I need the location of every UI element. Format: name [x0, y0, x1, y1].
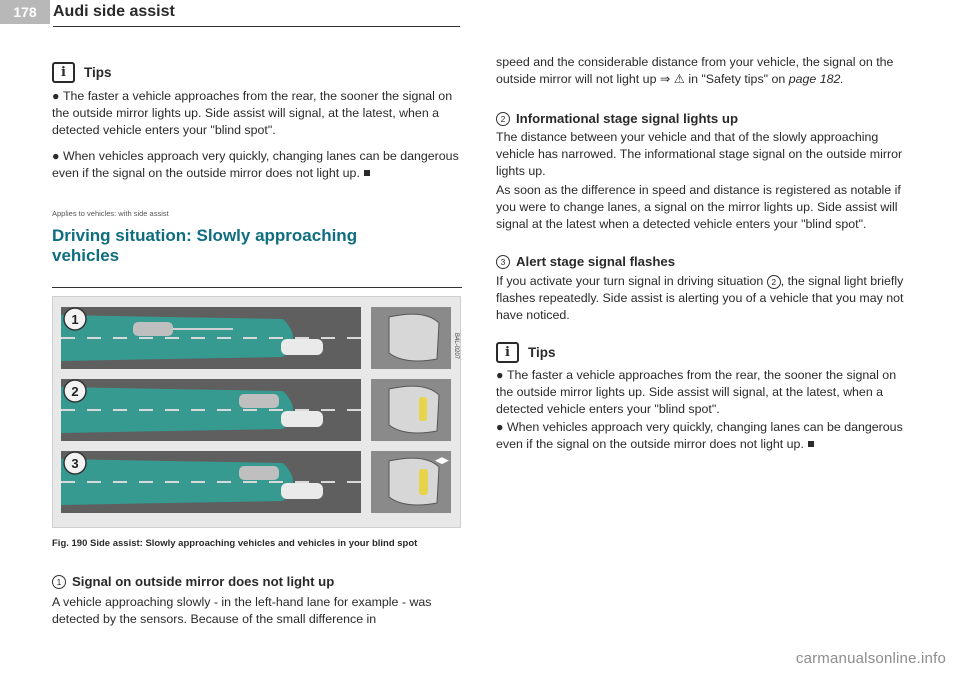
continued-text-b: in "Safety tips" on — [688, 72, 786, 87]
continued-text — [496, 54, 908, 88]
mirror-1 — [389, 314, 439, 361]
turn-signal-icon: ◀▶ — [435, 456, 449, 466]
scene-3 — [61, 451, 451, 513]
callout-1-label: 1 — [71, 312, 79, 327]
tips-right-bullet-2-text: When vehicles approach very quickly, changing lanes can be dangerous even if the signal on the outside mirror does not light up. — [496, 420, 903, 452]
subsection-1-heading — [52, 573, 334, 590]
bullet-icon: ● — [496, 420, 507, 434]
tips-right-bullet-1-text: The faster a vehicle approaches from the rear, the sooner the signal on the outside mirror lights up. Side assist will signal, at the latest, when a detected vehicle enters your "blind spot". — [496, 368, 897, 417]
page-reference: page 182. — [788, 72, 844, 87]
mirror-signal-2 — [419, 397, 427, 421]
applies-note: Applies to vehicles: with side assist — [52, 209, 169, 218]
figure-illustration — [53, 297, 460, 527]
figure-code: B4L-0207 — [453, 333, 459, 360]
mirror-signal-3 — [419, 469, 428, 495]
subsection-1-heading-text: Signal on outside mirror does not light up — [72, 574, 335, 589]
tips-bullet-1-text: The faster a vehicle approaches from the rear, the sooner the signal on the outside mirror lights up. Side assist will signal, at the latest, when a detected vehicle enters your "blind spot". — [52, 89, 453, 138]
own-car-3 — [281, 483, 323, 499]
subsection-3-p1-b: , the signal light briefly flashes repeatedly. Side assist is alerting you of a vehicle that you may not have noticed. — [496, 274, 904, 323]
subsection-1-text: A vehicle approaching slowly - in the left-hand lane for example - was detected by the sensors. Because of the small difference in — [52, 595, 432, 627]
callout-2-label: 2 — [71, 384, 79, 399]
callout-2-icon: 2 — [496, 112, 510, 126]
subsection-2-p1: The distance between your vehicle and that of the slowly approaching vehicle has narrowed. The informational stage signal on the outside mirror lights up. — [496, 130, 903, 179]
subsection-3-heading-text: Alert stage signal flashes — [516, 254, 676, 269]
scene-1 — [61, 307, 451, 369]
end-mark-icon — [364, 170, 370, 176]
mirror-2 — [389, 386, 439, 433]
tips-bullet-1 — [52, 88, 460, 140]
subsection-3-p1 — [496, 273, 908, 325]
continued-text-a: speed and the considerable distance from your vehicle, the signal on the outside mirror will not light up — [496, 55, 894, 87]
end-mark-icon — [808, 441, 814, 447]
chapter-title: Audi side assist — [53, 3, 175, 20]
own-car-2 — [281, 411, 323, 427]
bullet-icon: ● — [52, 149, 63, 163]
subsection-2-heading-text: Informational stage signal lights up — [516, 111, 739, 126]
bullet-icon: ● — [52, 89, 63, 103]
callout-ref-2-icon: 2 — [767, 275, 781, 289]
subsection-3-heading — [496, 253, 675, 270]
approaching-car-2 — [239, 394, 279, 408]
section-title-line-2: vehicles — [52, 246, 120, 265]
header-rule — [53, 26, 460, 27]
tips-heading-right — [496, 342, 556, 363]
tips-heading — [52, 62, 112, 83]
subsection-3-p1-a: If you activate your turn signal in driving situation — [496, 274, 764, 288]
tips-right-bullet-2 — [496, 419, 908, 453]
tips-right-bullet-1 — [496, 367, 908, 419]
mirror-3 — [389, 458, 439, 505]
subsection-2-p2: As soon as the difference in speed and distance is registered as notable if you were to change lanes, a signal on the mirror lights up. Side assist will signal at the latest when a detected vehicle enters your "blind spot". — [496, 183, 901, 232]
scene-2 — [61, 379, 451, 441]
callout-1-icon: 1 — [52, 575, 66, 589]
info-icon: i — [52, 62, 75, 83]
callout-3-label: 3 — [71, 456, 79, 471]
section-rule — [52, 287, 462, 288]
own-car-1 — [281, 339, 323, 355]
subsection-2-heading — [496, 110, 738, 127]
tips-heading-right-text: Tips — [528, 344, 556, 360]
section-title-line-1: Driving situation: Slowly approaching — [52, 226, 358, 245]
page-header — [0, 0, 960, 28]
figure-190 — [52, 296, 461, 528]
bullet-icon: ● — [496, 368, 507, 382]
info-icon: i — [496, 342, 519, 363]
approaching-car-1 — [133, 322, 173, 336]
page-number: 178 — [0, 0, 50, 24]
tips-bullet-2-text: When vehicles approach very quickly, changing lanes can be dangerous even if the signal on the outside mirror does not light up. — [52, 149, 459, 181]
footer-watermark: carmanualsonline.info — [795, 650, 946, 667]
section-title — [52, 226, 462, 266]
callout-3-icon: 3 — [496, 255, 510, 269]
tips-heading-text: Tips — [84, 64, 112, 80]
tips-bullet-2 — [52, 148, 460, 182]
figure-caption: Fig. 190 Side assist: Slowly approaching vehicles and vehicles in your blind spot — [52, 538, 418, 549]
warning-arrow-icon: ⇒ ⚠ — [659, 72, 685, 87]
approaching-car-3 — [239, 466, 279, 480]
